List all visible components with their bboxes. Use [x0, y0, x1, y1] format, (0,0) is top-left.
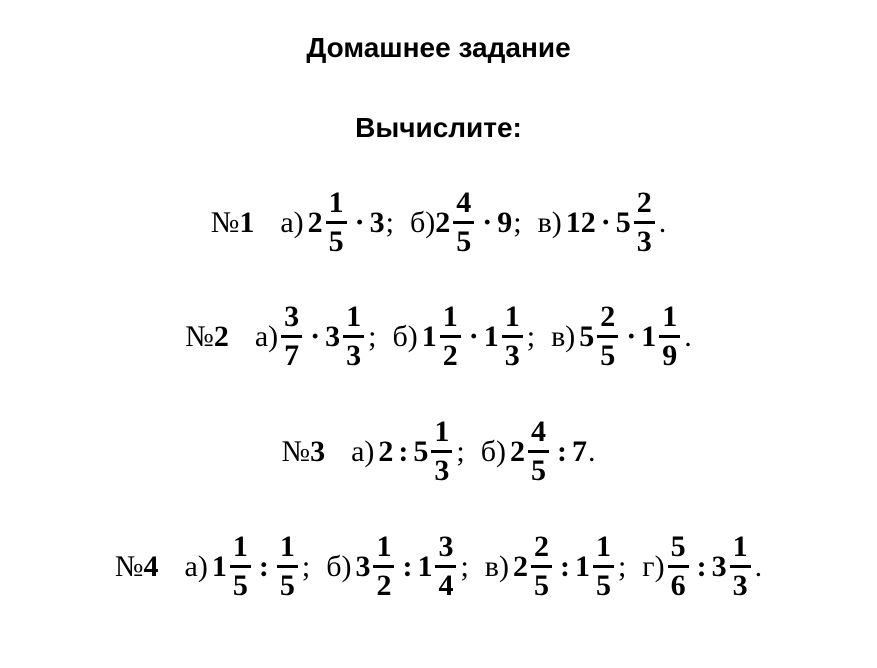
- punctuation: .: [684, 319, 692, 353]
- problem-label: [281, 435, 325, 469]
- whole-number: 2: [512, 549, 528, 583]
- problem-1: [0, 188, 877, 257]
- denominator: 3: [346, 339, 362, 372]
- denominator: 2: [376, 569, 392, 602]
- denominator: 5: [600, 339, 616, 372]
- punctuation: ;: [385, 205, 394, 239]
- whole-number: 3: [369, 205, 385, 239]
- whole-number: 5: [579, 319, 595, 353]
- problem-2-part-c: [551, 302, 692, 371]
- part-letter: а): [280, 205, 304, 239]
- part-letter: в): [484, 549, 509, 583]
- part-letter: б): [480, 434, 507, 468]
- problem-label: [115, 550, 159, 584]
- operator: :: [559, 549, 570, 583]
- fraction: [730, 532, 751, 601]
- number-sign: №: [114, 549, 144, 583]
- part-letter: а): [254, 319, 279, 353]
- fraction: [502, 302, 523, 371]
- fraction: [440, 302, 461, 371]
- problem-4-part-d: [642, 532, 762, 601]
- problem-number: 4: [143, 549, 159, 583]
- punctuation: ;: [460, 549, 469, 583]
- fraction: [597, 302, 618, 371]
- problem-2-part-b: [393, 302, 536, 371]
- denominator: 5: [279, 569, 295, 602]
- whole-number: 3: [711, 549, 727, 583]
- problem-number: 1: [239, 205, 255, 239]
- operator: ·: [482, 205, 493, 239]
- problem-number: 3: [310, 434, 326, 468]
- problem-4-part-c: [485, 532, 627, 601]
- whole-number: 2: [510, 434, 526, 468]
- denominator: 5: [533, 569, 549, 602]
- fraction: [453, 188, 474, 257]
- whole-number: 2: [307, 205, 323, 239]
- number-sign: №: [210, 205, 240, 239]
- operator: :: [696, 549, 707, 583]
- whole-number: 1: [211, 549, 227, 583]
- whole-number: 1: [417, 549, 433, 583]
- problem-2: [0, 302, 877, 371]
- problem-3-part-b: [481, 417, 596, 486]
- denominator: 5: [232, 569, 248, 602]
- problem-4-part-b: [326, 532, 469, 601]
- problem-2-part-a: [255, 302, 377, 371]
- numerator: 1: [431, 417, 452, 453]
- problem-1-part-c: [538, 188, 667, 257]
- part-letter: а): [184, 549, 208, 583]
- fraction: [343, 302, 364, 371]
- numerator: 2: [597, 302, 618, 338]
- numerator: 1: [343, 302, 364, 338]
- part-letter: б): [392, 319, 418, 353]
- whole-number: 2: [378, 434, 394, 468]
- fraction: [277, 532, 298, 601]
- whole-number: 2: [435, 205, 451, 239]
- operator: :: [557, 434, 568, 468]
- numerator: 1: [659, 302, 680, 338]
- punctuation: ;: [456, 434, 465, 468]
- problem-3-part-a: [351, 417, 465, 486]
- denominator: 4: [438, 569, 454, 602]
- denominator: 5: [456, 225, 472, 258]
- numerator: 1: [230, 532, 251, 568]
- denominator: 2: [442, 339, 458, 372]
- numerator: 5: [668, 532, 689, 568]
- denominator: 5: [595, 569, 611, 602]
- part-letter: г): [642, 549, 665, 583]
- operator: :: [258, 549, 269, 583]
- operator: ·: [626, 319, 637, 353]
- whole-number: 5: [615, 205, 631, 239]
- problem-label: [185, 320, 229, 354]
- operator: ·: [310, 319, 321, 353]
- fraction: [634, 188, 655, 257]
- problem-label: [211, 206, 255, 240]
- numerator: 2: [634, 188, 655, 224]
- numerator: 1: [730, 532, 751, 568]
- denominator: 3: [434, 454, 450, 487]
- problem-4-part-a: [185, 532, 311, 601]
- denominator: 9: [662, 339, 678, 372]
- whole-number: 3: [355, 549, 371, 583]
- numerator: 1: [326, 188, 347, 224]
- numerator: 3: [281, 302, 302, 338]
- fraction: [435, 532, 456, 601]
- whole-number: 1: [641, 319, 657, 353]
- number-sign: №: [281, 434, 311, 468]
- whole-number: 1: [483, 319, 499, 353]
- whole-number: 5: [413, 434, 429, 468]
- denominator: 3: [636, 225, 652, 258]
- numerator: 1: [277, 532, 298, 568]
- denominator: 5: [328, 225, 344, 258]
- fraction: [431, 417, 452, 486]
- numerator: 1: [373, 532, 394, 568]
- part-letter: в): [537, 205, 562, 239]
- numerator: 1: [440, 302, 461, 338]
- whole-number: 9: [497, 205, 513, 239]
- fraction: [528, 417, 549, 486]
- punctuation: .: [588, 434, 596, 468]
- punctuation: .: [754, 549, 763, 583]
- problem-3: [0, 417, 877, 486]
- numerator: 4: [528, 417, 549, 453]
- punctuation: ;: [513, 205, 522, 239]
- numerator: 1: [502, 302, 523, 338]
- page-title: Домашнее задание: [306, 32, 571, 63]
- problem-4: [0, 532, 877, 601]
- numerator: 2: [531, 532, 552, 568]
- operator: ·: [354, 205, 365, 239]
- punctuation: ;: [526, 319, 536, 353]
- numerator: 4: [453, 188, 474, 224]
- operator: :: [402, 549, 413, 583]
- fraction: [373, 532, 394, 601]
- fraction: [531, 532, 552, 601]
- instruction-heading: Вычислите:: [355, 112, 522, 143]
- punctuation: ;: [301, 549, 311, 583]
- whole-number: 12: [565, 205, 596, 239]
- part-letter: в): [551, 319, 576, 353]
- denominator: 5: [531, 454, 547, 487]
- denominator: 6: [670, 569, 686, 602]
- fraction: [281, 302, 302, 371]
- numerator: 1: [593, 532, 614, 568]
- fraction: [659, 302, 680, 371]
- fraction: [593, 532, 614, 601]
- part-letter: б): [410, 205, 436, 239]
- number-sign: №: [185, 319, 214, 353]
- whole-number: 3: [325, 319, 341, 353]
- numerator: 3: [435, 532, 456, 568]
- punctuation: ;: [368, 319, 377, 353]
- fraction: [326, 188, 347, 257]
- denominator: 3: [504, 339, 520, 372]
- problem-1-part-b: [410, 188, 522, 257]
- operator: ·: [468, 319, 479, 353]
- problem-number: 2: [213, 319, 229, 353]
- part-letter: б): [326, 549, 352, 583]
- denominator: 3: [732, 569, 748, 602]
- fraction: [230, 532, 251, 601]
- fraction: [668, 532, 689, 601]
- part-letter: а): [351, 434, 375, 468]
- whole-number: 1: [421, 319, 437, 353]
- punctuation: ;: [617, 549, 627, 583]
- problem-1-part-a: [280, 188, 394, 257]
- whole-number: 7: [572, 434, 588, 468]
- operator: :: [398, 434, 409, 468]
- punctuation: .: [658, 205, 667, 239]
- whole-number: 1: [574, 549, 590, 583]
- operator: ·: [600, 205, 611, 239]
- denominator: 7: [284, 339, 300, 372]
